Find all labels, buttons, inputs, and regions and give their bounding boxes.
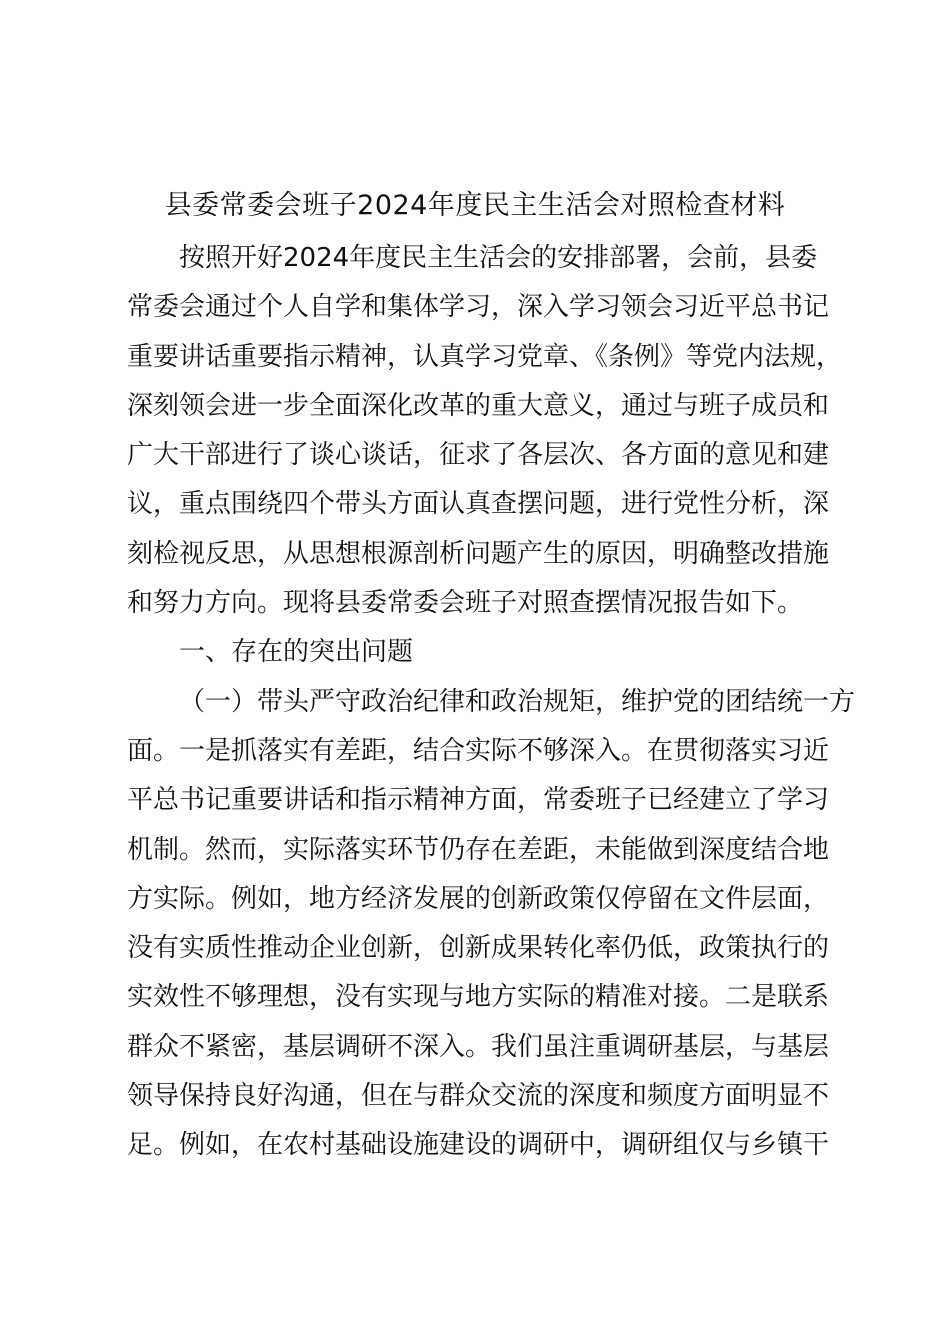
paragraph-line: 平总书记重要讲话和指示精神方面，常委班子已经建立了学习 <box>127 785 830 816</box>
paragraph-line: 一、存在的突出问题 <box>179 637 414 668</box>
document-title: 县委常委会班子2024年度民主生活会对照检查材料 <box>164 190 786 221</box>
paragraph-line: 群众不紧密，基层调研不深入。我们虽注重调研基层，与基层 <box>127 1031 830 1062</box>
paragraph-line: 机制。然而，实际落实环节仍存在差距，未能做到深度结合地 <box>127 834 830 865</box>
paragraph-line: 刻检视反思，从思想根源剖析问题产生的原因，明确整改措施 <box>127 538 830 569</box>
paragraph-line: 没有实质性推动企业创新，创新成果转化率仍低，政策执行的 <box>127 933 830 964</box>
paragraph-line: 深刻领会进一步全面深化改革的重大意义，通过与班子成员和 <box>127 390 830 421</box>
paragraph-line: 常委会通过个人自学和集体学习，深入学习领会习近平总书记 <box>127 292 830 323</box>
paragraph-line: 议，重点围绕四个带头方面认真查摆问题，进行党性分析，深 <box>127 489 830 520</box>
paragraph-line: 方实际。例如，地方经济发展的创新政策仅停留在文件层面， <box>127 883 830 914</box>
paragraph-line: 面。一是抓落实有差距，结合实际不够深入。在贯彻落实习近 <box>127 735 830 766</box>
document-body <box>127 234 856 1171</box>
paragraph-line: 领导保持良好沟通，但在与群众交流的深度和频度方面明显不 <box>127 1081 830 1112</box>
paragraph-line: （一）带头严守政治纪律和政治规矩，维护党的团结统一方 <box>179 686 856 717</box>
paragraph-line: 广大干部进行了谈心谈话，征求了各层次、各方面的意见和建 <box>127 440 830 471</box>
paragraph-line: 和努力方向。现将县委常委会班子对照查摆情况报告如下。 <box>127 588 804 619</box>
paragraph-line: 实效性不够理想，没有实现与地方实际的精准对接。二是联系 <box>127 982 830 1013</box>
paragraph-line: 重要讲话重要指示精神，认真学习党章、《条例》等党内法规， <box>127 341 843 372</box>
paragraph-line: 足。例如，在农村基础设施建设的调研中，调研组仅与乡镇干 <box>127 1130 830 1161</box>
paragraph-line: 按照开好2024年度民主生活会的安排部署，会前，县委 <box>179 243 818 273</box>
